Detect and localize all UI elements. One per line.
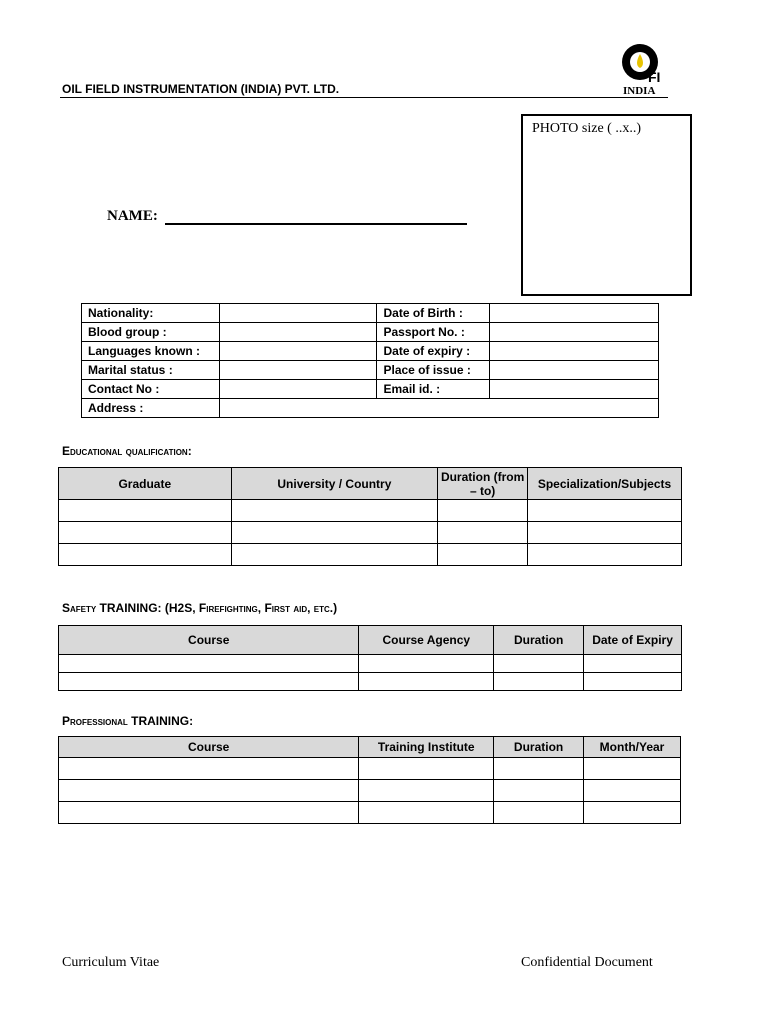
email-field[interactable] <box>490 380 659 399</box>
expiry-field[interactable] <box>490 342 659 361</box>
table-cell[interactable] <box>528 544 682 566</box>
languages-label: Languages known : <box>82 342 220 361</box>
place-issue-label: Place of issue : <box>377 361 490 380</box>
table-cell[interactable] <box>359 673 494 691</box>
table-cell[interactable] <box>59 522 232 544</box>
header-divider <box>60 97 668 98</box>
table-header-row <box>59 626 682 655</box>
table-row <box>59 758 681 780</box>
nationality-field[interactable] <box>219 304 377 323</box>
education-section-title: Educational qualification: <box>62 444 192 458</box>
table-row <box>59 802 681 824</box>
table-cell[interactable] <box>584 673 682 691</box>
table-cell[interactable] <box>59 758 359 780</box>
table-row <box>82 342 659 361</box>
table-cell[interactable] <box>494 780 584 802</box>
col-header: Duration (from – to) <box>438 468 528 500</box>
table-cell[interactable] <box>359 655 494 673</box>
table-cell[interactable] <box>584 780 681 802</box>
personal-details-table <box>81 303 659 418</box>
table-cell[interactable] <box>584 802 681 824</box>
table-cell[interactable] <box>59 802 359 824</box>
col-header: Course <box>59 737 359 758</box>
table-cell[interactable] <box>359 780 494 802</box>
col-header: Date of Expiry <box>584 626 682 655</box>
table-cell[interactable] <box>59 673 359 691</box>
table-cell[interactable] <box>231 500 438 522</box>
table-cell[interactable] <box>494 655 584 673</box>
education-table <box>58 467 682 566</box>
blood-group-label: Blood group : <box>82 323 220 342</box>
address-label: Address : <box>82 399 220 418</box>
professional-section-title: Professional TRAINING: <box>62 714 194 728</box>
table-row <box>82 361 659 380</box>
table-cell[interactable] <box>494 673 584 691</box>
passport-field[interactable] <box>490 323 659 342</box>
table-cell[interactable] <box>231 544 438 566</box>
passport-label: Passport No. : <box>377 323 490 342</box>
table-cell[interactable] <box>438 544 528 566</box>
table-row <box>59 655 682 673</box>
table-cell[interactable] <box>494 802 584 824</box>
table-row <box>82 304 659 323</box>
professional-table <box>58 736 681 824</box>
languages-field[interactable] <box>219 342 377 361</box>
email-label: Email id. : <box>377 380 490 399</box>
table-cell[interactable] <box>584 655 682 673</box>
table-cell[interactable] <box>359 758 494 780</box>
col-header: Duration <box>494 626 584 655</box>
name-field[interactable] <box>165 222 467 225</box>
col-header: Training Institute <box>359 737 494 758</box>
table-row <box>82 323 659 342</box>
col-header: University / Country <box>231 468 438 500</box>
table-cell[interactable] <box>494 758 584 780</box>
contact-field[interactable] <box>219 380 377 399</box>
footer-right: Confidential Document <box>521 955 653 970</box>
table-row <box>59 780 681 802</box>
blood-group-field[interactable] <box>219 323 377 342</box>
safety-table <box>58 625 682 691</box>
table-row <box>59 673 682 691</box>
col-header: Specialization/Subjects <box>528 468 682 500</box>
nationality-label: Nationality: <box>82 304 220 323</box>
safety-section-title: Safety TRAINING: (H2S, Firefighting, First aid, etc.) <box>62 601 338 615</box>
table-cell[interactable] <box>359 802 494 824</box>
place-issue-field[interactable] <box>490 361 659 380</box>
dob-label: Date of Birth : <box>377 304 490 323</box>
footer-left: Curriculum Vitae <box>62 955 160 970</box>
col-header: Month/Year <box>584 737 681 758</box>
dob-field[interactable] <box>490 304 659 323</box>
col-header: Course Agency <box>359 626 494 655</box>
name-label: NAME: <box>107 208 158 224</box>
table-cell[interactable] <box>231 522 438 544</box>
table-cell[interactable] <box>59 544 232 566</box>
table-cell[interactable] <box>528 500 682 522</box>
photo-box[interactable] <box>521 114 692 296</box>
table-row <box>59 522 682 544</box>
table-cell[interactable] <box>584 758 681 780</box>
expiry-label: Date of expiry : <box>377 342 490 361</box>
contact-label: Contact No : <box>82 380 220 399</box>
table-cell[interactable] <box>438 522 528 544</box>
col-header: Graduate <box>59 468 232 500</box>
table-row <box>59 544 682 566</box>
marital-field[interactable] <box>219 361 377 380</box>
table-cell[interactable] <box>59 500 232 522</box>
table-row <box>82 380 659 399</box>
table-cell[interactable] <box>59 780 359 802</box>
col-header: Course <box>59 626 359 655</box>
table-cell[interactable] <box>59 655 359 673</box>
address-field[interactable] <box>219 399 658 418</box>
table-row <box>82 399 659 418</box>
table-header-row <box>59 737 681 758</box>
company-logo <box>620 42 666 96</box>
svg-text:INDIA: INDIA <box>623 85 656 96</box>
svg-text:FI: FI <box>648 69 661 85</box>
table-header-row <box>59 468 682 500</box>
col-header: Duration <box>494 737 584 758</box>
company-name: OIL FIELD INSTRUMENTATION (INDIA) PVT. LTD. <box>62 82 340 96</box>
table-row <box>59 500 682 522</box>
table-cell[interactable] <box>438 500 528 522</box>
marital-label: Marital status : <box>82 361 220 380</box>
table-cell[interactable] <box>528 522 682 544</box>
photo-label: PHOTO size ( ..x..) <box>532 121 642 136</box>
